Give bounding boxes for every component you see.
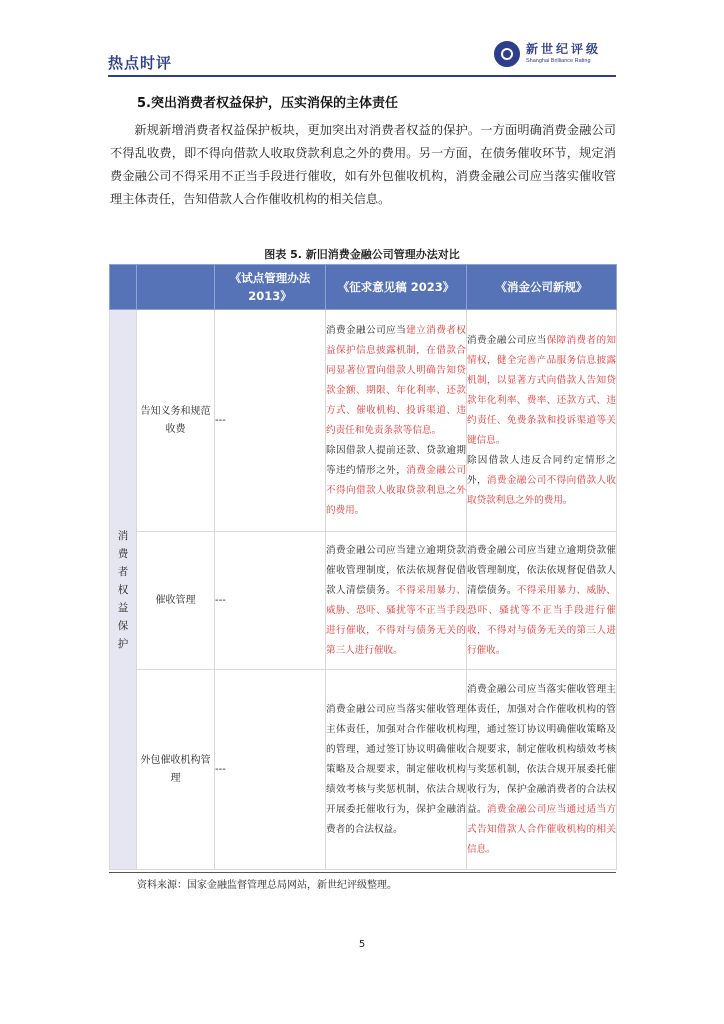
plain-text: 消费金融公司应当建立逾期贷款催收管理制度，依法依规督促借款人清偿债务。 [467, 544, 616, 596]
item-cell: 催收管理 [137, 532, 215, 670]
new-rule-cell [467, 310, 617, 532]
source-note: 资料来源：国家金融监督管理总局网站，新世纪评级整理。 [137, 880, 397, 891]
old-rule-cell: --- [215, 670, 326, 870]
group-label-char: 消 [117, 529, 129, 542]
header-cell-item [137, 265, 215, 310]
table-row [110, 670, 617, 870]
plain-text: 除因借款人违反合同约定情形之外， [467, 454, 616, 486]
plain-text: 消费金融公司应当 [326, 324, 407, 336]
draft-rule-cell [326, 310, 467, 532]
new-rule-paragraph [467, 680, 616, 860]
item-cell: 外包催收机构管理 [137, 670, 215, 870]
header-title: 热点时评 [108, 54, 173, 72]
draft-paragraph [326, 541, 466, 661]
highlighted-text: 不得采用暴力、威胁、恐吓、骚扰等不正当手段进行催收，不得对与债务无关的第三人进行催收。 [326, 584, 466, 656]
new-rule-paragraph [467, 331, 616, 451]
figure-caption: 图表 5. 新旧消费金融公司管理办法对比 [264, 248, 460, 261]
new-rule-cell [467, 532, 617, 670]
plain-text: 消费金融公司应当 [467, 334, 547, 346]
table-header-row [110, 265, 617, 310]
group-label-char: 费 [117, 547, 129, 560]
item-cell: 告知义务和规范收费 [137, 310, 215, 532]
header-divider [108, 75, 616, 77]
group-label-char: 保 [117, 619, 129, 632]
page-number: 5 [358, 939, 366, 950]
plain-text: 消费金融公司应当建立逾期贷款催收管理制度，依法依规督促借款人清偿债务。 [326, 544, 466, 596]
plain-text: 消费金融公司应当落实催收管理主体责任，加强对合作催收机构的管理，通过签订协议明确催收策略及合规要求，制定催收机构绩效考核与奖惩机制，依法合规开展委托催收行为，保护金融消费者的合法权益。 [326, 703, 466, 835]
company-logo [494, 40, 614, 72]
new-rule-cell [467, 670, 617, 870]
draft-rule-cell [326, 670, 467, 870]
draft-paragraph [326, 700, 466, 840]
old-rule-cell: --- [215, 532, 326, 670]
header-cell-2013: 《试点管理办法 2013》 [215, 265, 326, 310]
old-rule-cell: --- [215, 310, 326, 532]
plain-text: 除因借款人提前还款、贷款逾期等违约情形之外， [326, 444, 466, 476]
logo-cn-text: 新世纪评级 [526, 42, 602, 56]
table-row [110, 532, 617, 670]
group-label-char: 权 [117, 583, 129, 596]
draft-paragraph [326, 321, 466, 441]
draft-paragraph [326, 441, 466, 521]
header-cell-2023-draft: 《征求意见稿 2023》 [326, 265, 467, 310]
highlighted-text: 消费金融公司不得向借款人收取贷款利息之外的费用。 [326, 464, 466, 516]
header-cell-new-rule: 《消金公司新规》 [467, 265, 617, 310]
table-row [110, 310, 617, 532]
draft-rule-cell [326, 532, 467, 670]
comparison-table [109, 264, 617, 870]
group-label-char: 者 [117, 565, 129, 578]
plain-text: 消费金融公司应当落实催收管理主体责任，加强对合作催收机构的管理，通过签订协议明确催收策略及合规要求，制定催收机构绩效考核与奖惩机制，依法合规开展委托催收行为，保护金融消费者的合法权益。 [467, 683, 616, 815]
new-rule-paragraph [467, 451, 616, 511]
highlighted-text: 消费金融公司不得向借款人收取贷款利息之外的费用。 [467, 474, 617, 506]
group-label-cell [110, 310, 137, 870]
new-rule-paragraph [467, 541, 616, 661]
group-label-char: 益 [117, 601, 129, 614]
highlighted-text: 保障消费者的知情权，健全完善产品服务信息披露机制，以显著方式向借款人告知贷款年化利率、费率、还款方式、违约责任、免费条款和投诉渠道等关键信息。 [467, 334, 617, 446]
highlighted-text: 建立消费者权益保护信息披露机制，在借款合同显著位置向借款人明确告知贷款金额、期限、年化利率、还款方式、催收机构、投诉渠道、违约责任和免责条款等信息。 [326, 324, 466, 436]
logo-emblem-icon [494, 41, 520, 67]
header-cell-blank [110, 265, 137, 310]
table-bottom-rule [109, 872, 616, 873]
highlighted-text: 不得采用暴力、威胁、恐吓、骚扰等不正当手段进行催收，不得对与债务无关的第三人进行催收。 [467, 584, 617, 656]
highlighted-text: 消费金融公司应当通过适当方式告知借款人合作催收机构的相关信息。 [467, 803, 617, 855]
group-label-char: 护 [117, 637, 129, 650]
section-heading: 5.突出消费者权益保护，压实消保的主体责任 [137, 96, 398, 111]
body-paragraph: 新规新增消费者权益保护板块，更加突出对消费者权益的保护。一方面明确消费金融公司不得乱收费，即不得向借款人收取贷款利息之外的费用。另一方面，在债务催收环节，规定消费金融公司不得采用不正当手段进行催收，如有外包催收机构，消费金融公司应当落实催收管理主体责任，告知借款人合作催收机构的相关信息。 [110, 123, 616, 206]
logo-en-text: Shanghai Brilliance Rating [526, 58, 591, 64]
